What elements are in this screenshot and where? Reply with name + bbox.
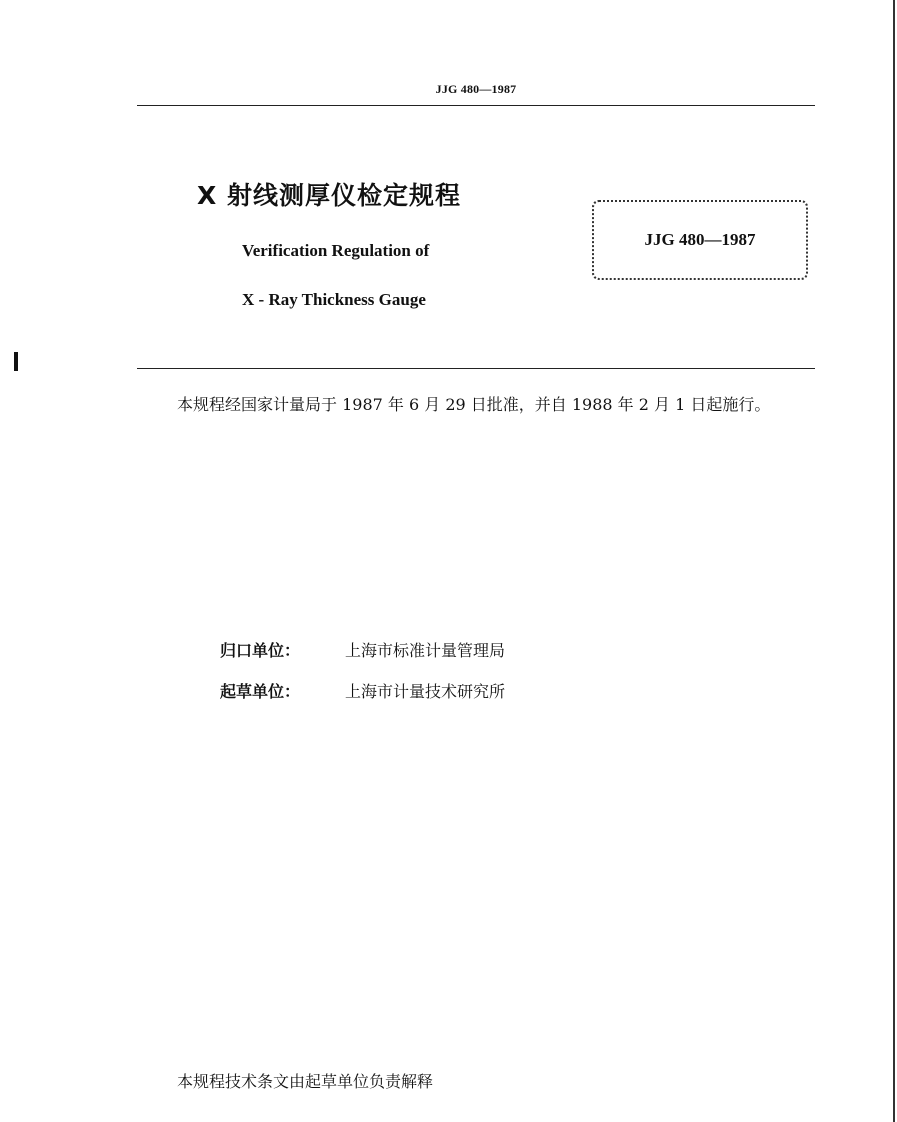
standard-code-label: JJG 480—1987: [644, 230, 756, 249]
organization-row-responsible: [220, 638, 505, 661]
organization-row-drafting: [220, 679, 505, 702]
approval-statement: 本规程经国家计量局于 1987 年 6 月 29 日批准，并自 1988 年 2 月 1 日起施行。: [177, 395, 771, 414]
standard-code-box: [592, 200, 808, 280]
title-english-line-1: Verification Regulation of: [242, 241, 430, 260]
organization-value: 上海市计量技术研究所: [345, 682, 506, 701]
interpretation-note: 本规程技术条文由起草单位负责解释: [177, 1072, 434, 1091]
organization-label: 起草单位：: [220, 682, 301, 701]
section-rule: [137, 368, 815, 369]
organization-label: 归口单位：: [220, 641, 301, 660]
scan-mark: [14, 352, 18, 371]
page-edge-line: [893, 0, 895, 1122]
running-header-code: JJG 480—1987: [435, 82, 517, 96]
organization-value: 上海市标准计量管理局: [345, 641, 506, 660]
title-english-line-2: X - Ray Thickness Gauge: [242, 290, 426, 309]
title-chinese: X 射线测厚仪检定规程: [197, 181, 461, 210]
header-rule: [137, 105, 815, 106]
